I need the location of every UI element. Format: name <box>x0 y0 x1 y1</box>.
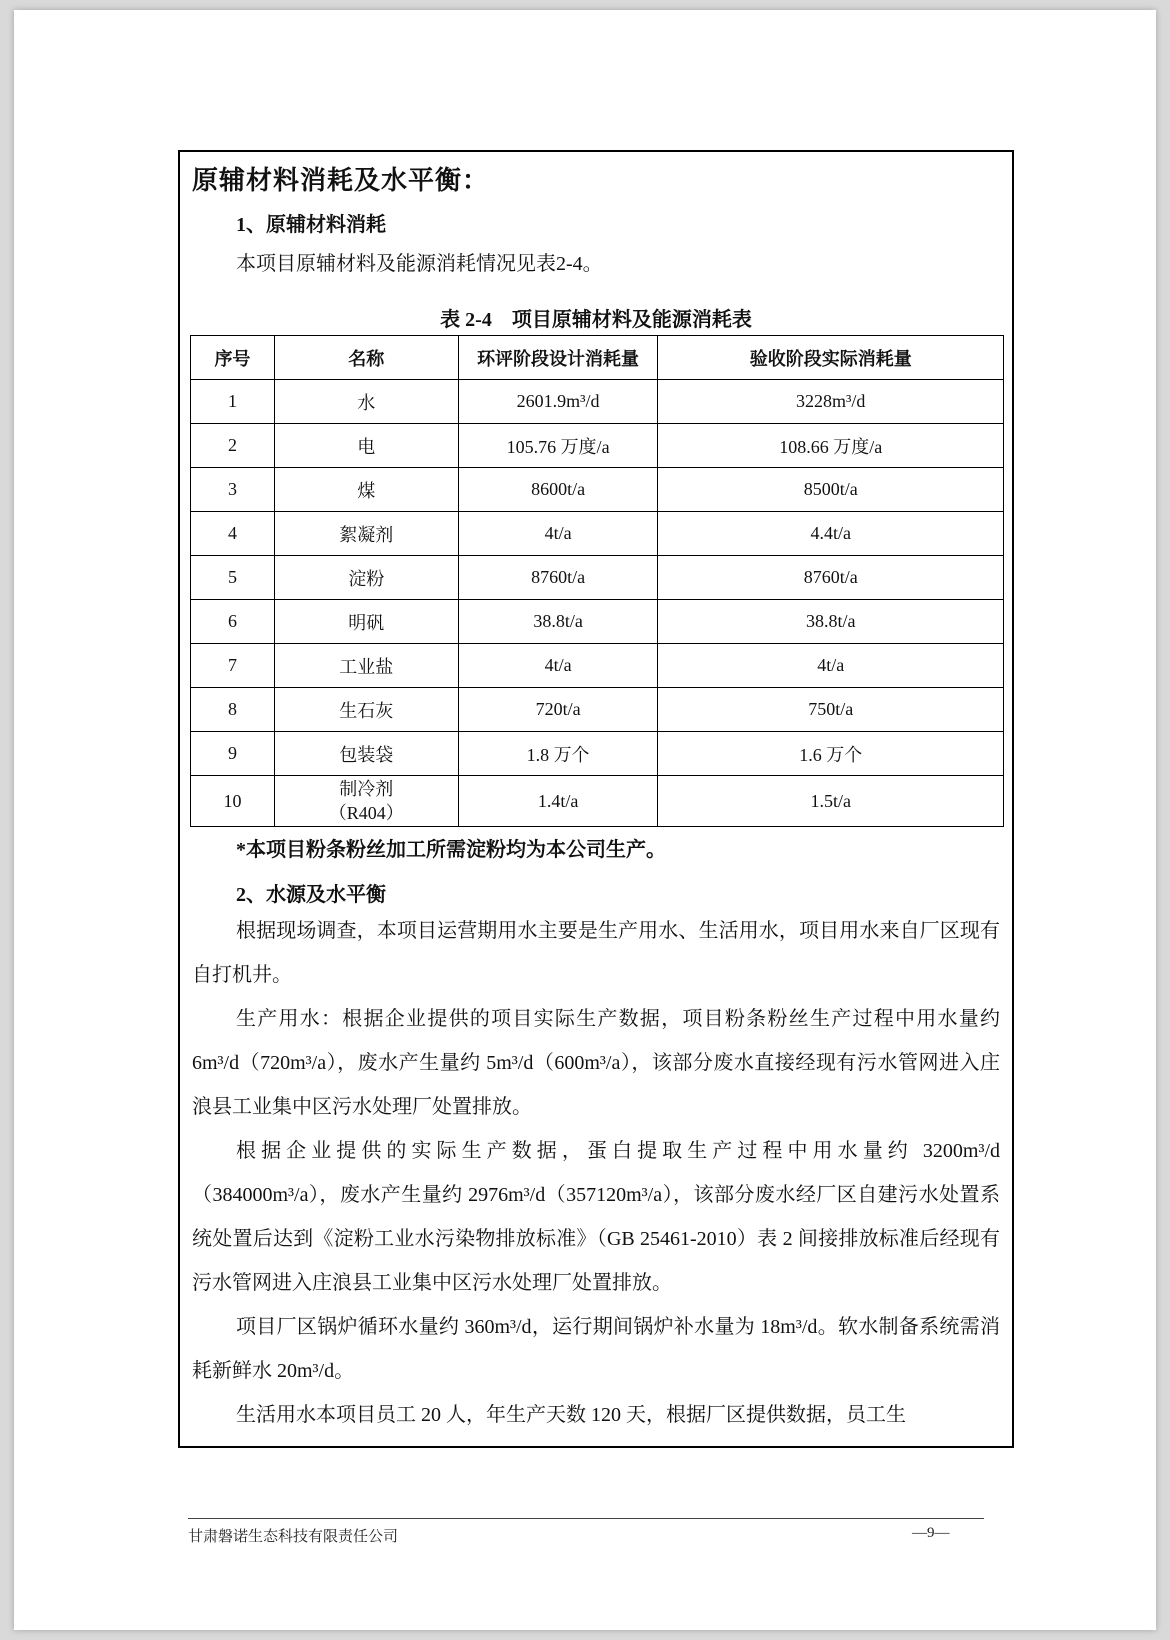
subsection-heading-materials: 1、原辅材料消耗 <box>236 214 386 236</box>
body-paragraph: 根据现场调查，本项目运营期用水主要是生产用水、生活用水，项目用水来自厂区现有自打机井。 <box>192 920 1000 986</box>
table-row <box>191 600 1004 644</box>
section-title: 原辅材料消耗及水平衡： <box>192 166 490 195</box>
cell-actual: 3228m³/d <box>658 380 1004 424</box>
cell-actual: 4.4t/a <box>658 512 1004 556</box>
cell-no: 6 <box>191 600 275 644</box>
header-design: 环评阶段设计消耗量 <box>458 336 658 380</box>
cell-name: 生石灰 <box>274 688 458 732</box>
cell-actual: 4t/a <box>658 644 1004 688</box>
cell-actual: 38.8t/a <box>658 600 1004 644</box>
cell-name: 水 <box>274 380 458 424</box>
cell-no: 5 <box>191 556 275 600</box>
cell-actual: 1.5t/a <box>658 776 1004 827</box>
cell-design: 1.4t/a <box>458 776 658 827</box>
cell-actual: 8500t/a <box>658 468 1004 512</box>
cell-no: 10 <box>191 776 275 827</box>
cell-actual: 1.6 万个 <box>658 732 1004 776</box>
subsection-heading-water: 2、水源及水平衡 <box>236 884 386 906</box>
cell-design: 38.8t/a <box>458 600 658 644</box>
cell-name-line1: 制冷剂 <box>339 779 394 799</box>
cell-no: 8 <box>191 688 275 732</box>
table-row <box>191 732 1004 776</box>
document-page <box>14 10 1156 1630</box>
table-row <box>191 512 1004 556</box>
cell-design: 8600t/a <box>458 468 658 512</box>
table-note: *本项目粉条粉丝加工所需淀粉均为本公司生产。 <box>236 839 666 861</box>
footer-company: 甘肃磐诺生态科技有限责任公司 <box>188 1529 399 1545</box>
cell-design: 720t/a <box>458 688 658 732</box>
cell-name: 絮凝剂 <box>274 512 458 556</box>
cell-name: 包装袋 <box>274 732 458 776</box>
cell-actual: 108.66 万度/a <box>658 424 1004 468</box>
table-row <box>191 644 1004 688</box>
content-frame <box>178 150 1014 1448</box>
cell-no: 2 <box>191 424 275 468</box>
cell-name <box>274 776 458 827</box>
cell-name: 明矾 <box>274 600 458 644</box>
intro-paragraph: 本项目原辅材料及能源消耗情况见表2-4。 <box>236 253 603 275</box>
table-header-row <box>191 336 1004 380</box>
cell-no: 4 <box>191 512 275 556</box>
body-paragraph: 根据企业提供的实际生产数据，蛋白提取生产过程中用水量约 3200m³/d（384000m³/a），废水产生量约 2976m³/d（357120m³/a），该部分废水经厂区自建污水处置系统处置后达到《淀粉工业水污染物排放标准》（GB 25461-2010）表 2 间接排放标准后经现有污水管网进入庄浪县工业集中区污水处理厂处置排放。 <box>192 1140 1000 1294</box>
cell-no: 9 <box>191 732 275 776</box>
table-row <box>191 776 1004 827</box>
header-name: 名称 <box>274 336 458 380</box>
cell-actual: 8760t/a <box>658 556 1004 600</box>
cell-no: 7 <box>191 644 275 688</box>
cell-no: 1 <box>191 380 275 424</box>
cell-name: 淀粉 <box>274 556 458 600</box>
table-row <box>191 468 1004 512</box>
table-row <box>191 424 1004 468</box>
body-paragraph: 生产用水：根据企业提供的项目实际生产数据，项目粉条粉丝生产过程中用水量约 6m³/d（720m³/a），废水产生量约 5m³/d（600m³/a），该部分废水直接经现有污水管网进入庄浪县工业集中区污水处理厂处置排放。 <box>192 1008 1000 1118</box>
cell-no: 3 <box>191 468 275 512</box>
body-paragraph: 项目厂区锅炉循环水量约 360m³/d，运行期间锅炉补水量为 18m³/d。软水制备系统需消耗新鲜水 20m³/d。 <box>192 1316 1000 1382</box>
cell-design: 1.8 万个 <box>458 732 658 776</box>
footer-divider <box>188 1518 984 1519</box>
cell-design: 4t/a <box>458 512 658 556</box>
table-row <box>191 688 1004 732</box>
table-row <box>191 380 1004 424</box>
cell-actual: 750t/a <box>658 688 1004 732</box>
cell-design: 8760t/a <box>458 556 658 600</box>
page-number: —9— <box>912 1525 950 1541</box>
header-actual: 验收阶段实际消耗量 <box>658 336 1004 380</box>
cell-name-line2: （R404） <box>328 803 404 823</box>
materials-table <box>190 335 1004 827</box>
header-no: 序号 <box>191 336 275 380</box>
cell-name: 工业盐 <box>274 644 458 688</box>
cell-name: 煤 <box>274 468 458 512</box>
table-row <box>191 556 1004 600</box>
table-caption: 表 2-4 项目原辅材料及能源消耗表 <box>440 309 752 331</box>
cell-design: 105.76 万度/a <box>458 424 658 468</box>
body-paragraph: 生活用水本项目员工 20 人，年生产天数 120 天，根据厂区提供数据，员工生 <box>236 1404 906 1426</box>
cell-name: 电 <box>274 424 458 468</box>
cell-design: 4t/a <box>458 644 658 688</box>
cell-design: 2601.9m³/d <box>458 380 658 424</box>
